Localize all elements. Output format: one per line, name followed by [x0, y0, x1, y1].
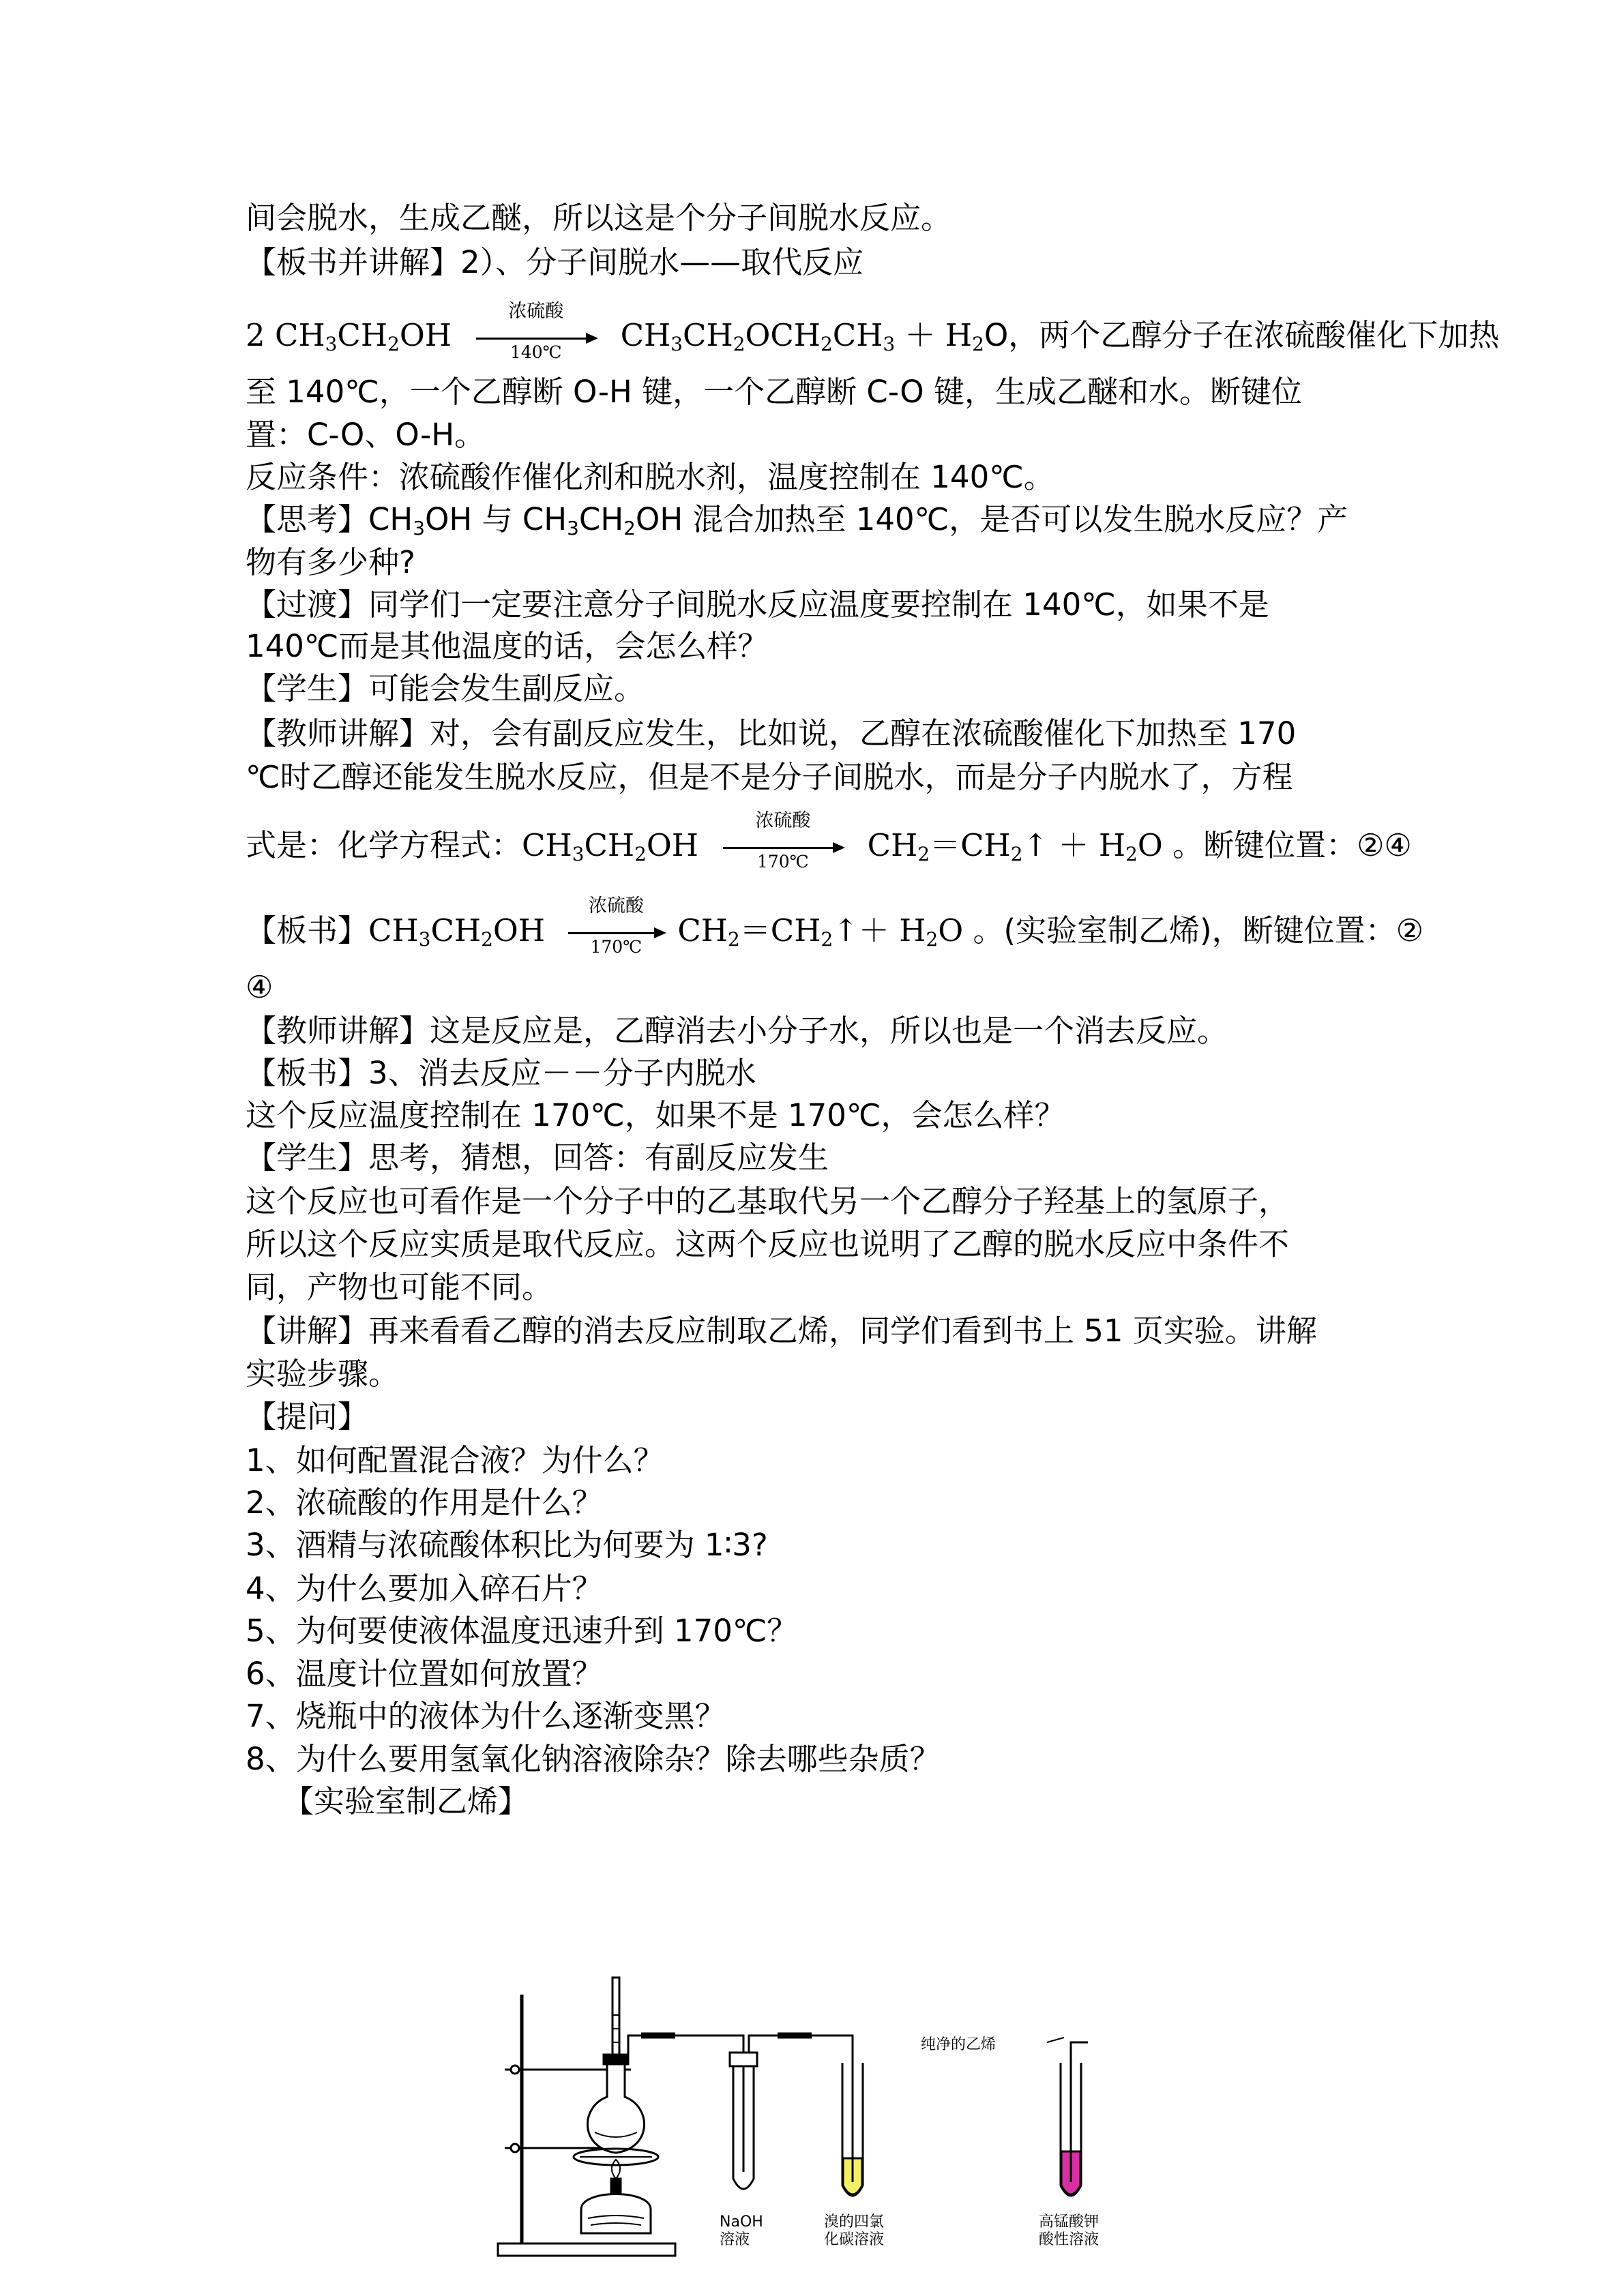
text-line: 【学生】思考，猜想，回答：有副反应发生: [246, 1139, 829, 1176]
subscript: 3: [413, 516, 426, 539]
text-segment: CH: [578, 501, 624, 537]
text-line: 反应条件：浓硫酸作催化剂和脱水剂，温度控制在 140℃。: [246, 459, 1054, 495]
subscript: 3: [567, 516, 579, 539]
subscript: 2: [821, 332, 833, 355]
reactant: OH: [492, 912, 546, 949]
text-segment: OH 与 CH: [425, 501, 567, 537]
question-item: 4、为什么要加入碎石片？: [246, 1570, 603, 1607]
plus-water: ＋ H: [904, 317, 973, 353]
reactant: CH: [337, 317, 388, 353]
subscript: 2: [1125, 842, 1138, 865]
reaction-arrow: [476, 300, 595, 362]
text-line: 至 140℃，一个乙醇断 O-H 键，一个乙醇断 C-O 键，生成乙醚和水。断键位: [246, 374, 1303, 410]
text-segment: 【板书】: [246, 912, 369, 949]
arrow-catalyst: 浓硫酸: [588, 895, 644, 916]
arrow-temperature: 170℃: [590, 937, 643, 957]
question-item: 3、酒精与浓硫酸体积比为何要为 1∶3?: [246, 1527, 768, 1563]
question-heading: 【提问】: [246, 1399, 369, 1435]
subscript: 2: [387, 332, 400, 355]
stand-base: [498, 2243, 675, 2256]
reaction-arrow: [723, 810, 842, 871]
text-line: 【学生】可能会发生副反应。: [246, 670, 645, 706]
product: O: [938, 912, 964, 949]
product: ＝CH: [930, 827, 1011, 863]
product: O: [1137, 827, 1163, 863]
arrow-temperature: 140℃: [510, 342, 562, 362]
permanganate-label: 酸性溶液: [1039, 2231, 1099, 2248]
text-line: 置：C-O、O-H。: [246, 417, 486, 453]
text-line: 物有多少种?: [246, 544, 415, 580]
text-line: 所以这个反应实质是取代反应。这两个反应也说明了乙醇的脱水反应中条件不: [246, 1226, 1290, 1262]
text-line: 【教师讲解】这是反应是，乙醇消去小分子水，所以也是一个消去反应。: [246, 1013, 1228, 1049]
text-line: ④: [246, 969, 274, 1005]
equation-170: [246, 810, 1412, 871]
product: CH: [677, 912, 728, 949]
arrow-catalyst: 浓硫酸: [508, 300, 564, 322]
text-line: 【过渡】同学们一定要注意分子间脱水反应温度要控制在 140℃，如果不是: [246, 586, 1269, 623]
question-item: 2、浓硫酸的作用是什么？: [246, 1485, 603, 1521]
reactant: CH: [584, 827, 635, 863]
subscript: 3: [325, 332, 338, 355]
alcohol-lamp: [581, 2194, 651, 2234]
arrow-temperature: 170℃: [757, 852, 809, 871]
reactant: OH: [399, 317, 452, 353]
product: ↑ ＋ H: [1022, 827, 1126, 863]
reactant: CH: [368, 912, 419, 949]
text-segment: 式是：化学方程式：: [246, 827, 522, 863]
board-heading: 【板书】3、消去反应－－分子内脱水: [246, 1055, 756, 1091]
subscript: 2: [821, 927, 833, 951]
subscript: 2: [972, 332, 984, 355]
ethylene-label: 纯净的乙烯: [921, 2036, 996, 2053]
product: ↑＋ H: [833, 912, 926, 949]
product: OCH: [745, 317, 821, 353]
subscript: 3: [670, 332, 683, 355]
product: CH: [620, 317, 671, 353]
reactant: OH: [646, 827, 699, 863]
permanganate-label: 高锰酸钾: [1039, 2213, 1099, 2231]
product: CH: [683, 317, 733, 353]
subscript: 2: [917, 842, 930, 865]
question-item: 7、烧瓶中的液体为什么逐渐变黑？: [246, 1698, 726, 1734]
naoh-label: NaOH: [720, 2213, 763, 2231]
text-segment: OH 混合加热至 140℃，是否可以发生脱水反应？产: [635, 501, 1348, 537]
text-line: 实验步骤。: [246, 1356, 400, 1392]
product: CH: [832, 317, 883, 353]
round-flask: [587, 2063, 644, 2153]
subscript: 2: [926, 927, 939, 951]
subscript: 3: [572, 842, 585, 865]
subscript: 3: [418, 927, 431, 951]
product: CH: [867, 827, 918, 863]
equation-board: [246, 895, 1423, 957]
board-heading: 【板书并讲解】2）、分子间脱水——取代反应: [246, 244, 864, 280]
subscript: 2: [1010, 842, 1023, 865]
subscript: 2: [623, 516, 636, 539]
reaction-arrow: [568, 895, 664, 957]
question-item: 6、温度计位置如何放置？: [246, 1656, 603, 1692]
subscript: 2: [733, 332, 745, 355]
subscript: 2: [728, 927, 740, 951]
subscript: 3: [883, 332, 896, 355]
delivery-tube: [628, 2036, 743, 2070]
text-line: 140℃而是其他温度的话，会怎么样？: [246, 628, 769, 664]
text-line: 间会脱水，生成乙醚，所以这是个分子间脱水反应。: [246, 200, 952, 236]
text-line: 【教师讲解】对，会有副反应发生，比如说，乙醇在浓硫酸催化下加热至 170: [246, 715, 1297, 751]
text-line: 这个反应温度控制在 170℃，如果不是 170℃，会怎么样？: [246, 1097, 1065, 1133]
subscript: 2: [634, 842, 647, 865]
apparatus-drawing: [477, 1974, 1119, 2267]
reactant: CH: [274, 317, 325, 353]
text-segment: 【思考】CH: [246, 501, 413, 537]
equation-tail: O，两个乙醇分子在浓硫酸催化下加热: [984, 317, 1500, 353]
arrow-catalyst: 浓硫酸: [755, 810, 811, 831]
question-item: 8、为什么要用氢氧化钠溶液除杂？除去哪些杂质？: [246, 1741, 941, 1777]
product: ＝CH: [739, 912, 821, 949]
gas-arrow: [1047, 2038, 1064, 2042]
text-line: ℃时乙醇还能发生脱水反应，但是不是分子间脱水，而是分子内脱水了，方程: [246, 759, 1293, 795]
reactant: CH: [522, 827, 572, 863]
subscript: 2: [481, 927, 493, 951]
equation-140: [246, 300, 1500, 362]
bromine-label: 溴的四氯: [824, 2213, 885, 2231]
coefficient: 2: [246, 317, 265, 353]
text-line: 同，产物也可能不同。: [246, 1269, 553, 1305]
reactant: CH: [430, 912, 482, 949]
naoh-label: 溶液: [720, 2231, 750, 2248]
stopper: [604, 2055, 628, 2064]
think-line: [246, 499, 1348, 540]
ethylene-apparatus-figure: [477, 1974, 1119, 2267]
text-line: 这个反应也可看作是一个分子中的乙基取代另一个乙醇分子羟基上的氢原子，: [246, 1183, 1290, 1219]
bromine-label: 化碳溶液: [824, 2231, 885, 2248]
text-segment: 。(实验室制乙烯)，断键位置：②: [973, 912, 1423, 949]
text-line: 【讲解】再来看看乙醇的消去反应制取乙烯，同学们看到书上 51 页实验。讲解: [246, 1313, 1317, 1349]
question-item: 1、如何配置混合液？为什么？: [246, 1442, 664, 1478]
question-item: 5、为何要使液体温度迅速升到 170℃？: [246, 1613, 798, 1649]
figure-title: 【实验室制乙烯】: [283, 1783, 529, 1819]
text-segment: 。断键位置：②④: [1172, 827, 1412, 863]
